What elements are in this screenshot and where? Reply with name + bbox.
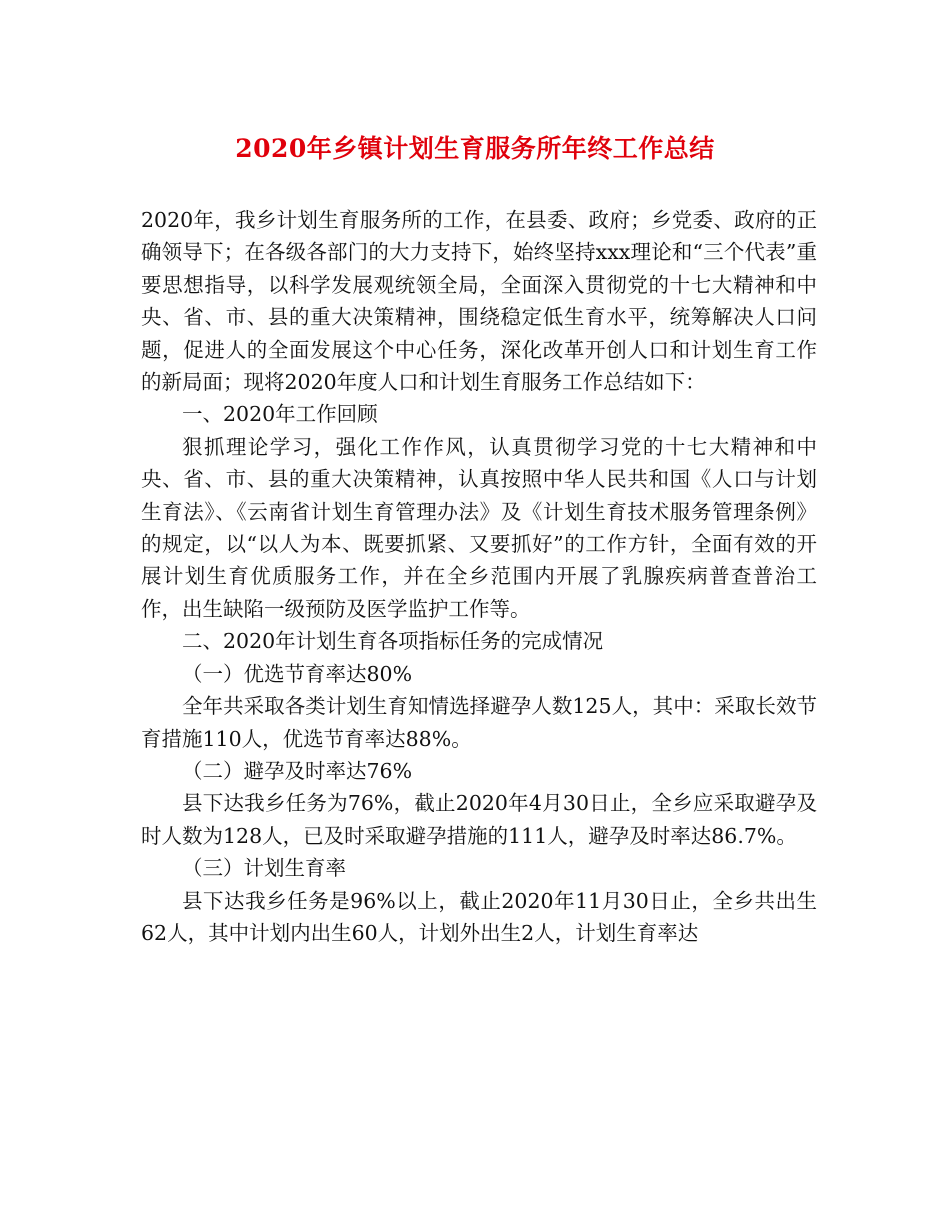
subheading-planned-birth-rate: （三）计划生育率 <box>182 856 346 881</box>
subheading-contraception-rate: （一）优选节育率达80% <box>182 661 413 686</box>
document-title: 2020年乡镇计划生育服务所年终工作总结 <box>235 134 715 163</box>
section-heading-review: 一、2020年工作回顾 <box>182 402 378 427</box>
planned-birth-paragraph: 县下达我乡任务是96%以上，截止2020年11月30日止，全乡共出生62人，其中计划内出生60人，计划外出生2人，计划生育率达 <box>141 888 817 945</box>
subheading-timeliness-rate: （二）避孕及时率达76% <box>182 758 413 783</box>
review-paragraph: 狠抓理论学习，强化工作作风，认真贯彻学习党的十七大精神和中央、省、市、县的重大决策精神，认真按照中华人民共和国《人口与计划生育法》、《云南省计划生育管理办法》及《计划生育技术服务管理条例》的规定，以“以人为本、既要抓紧、又要抓好”的工作方针，全面有效的开展计划生育优质服务工作，并在全乡范围内开展了乳腺疾病普查普治工作，出生缺陷一级预防及医学监护工作等。 <box>141 434 817 621</box>
timeliness-paragraph: 县下达我乡任务为76%，截止2020年4月30日止，全乡应采取避孕及时人数为128人，已及时采取避孕措施的111人，避孕及时率达86.7%。 <box>141 791 817 848</box>
section-heading-indicators: 二、2020年计划生育各项指标任务的完成情况 <box>182 629 604 654</box>
intro-paragraph: 2020年，我乡计划生育服务所的工作，在县委、政府；乡党委、政府的正确领导下；在各级各部门的大力支持下，始终坚持xxx理论和“三个代表”重要思想指导，以科学发展观统领全局，全面深入贯彻党的十七大精神和中央、省、市、县的重大决策精神，围绕稳定低生育水平，统筹解决人口问题，促进人的全面发展这个中心任务，深化改革开创人口和计划生育工作的新局面；现将2020年度人口和计划生育服务工作总结如下： <box>141 208 817 395</box>
contraception-paragraph: 全年共采取各类计划生育知情选择避孕人数125人，其中：采取长效节育措施110人，优选节育率达88%。 <box>141 694 817 751</box>
document-body <box>141 204 817 949</box>
